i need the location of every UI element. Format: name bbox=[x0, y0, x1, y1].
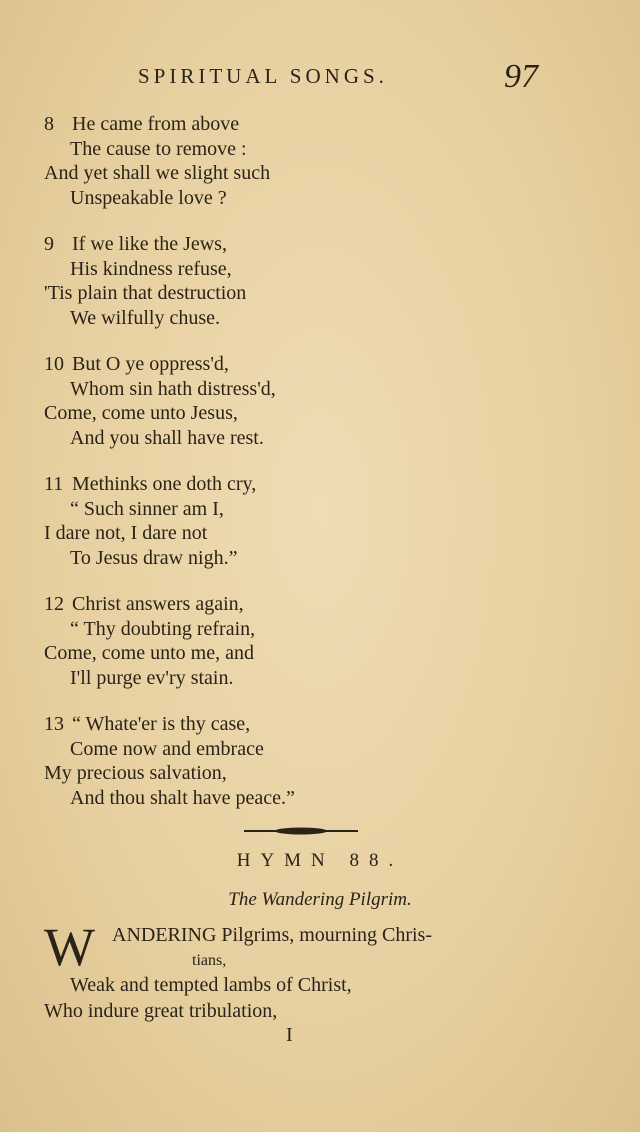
verse-line: We wilfully chuse. bbox=[70, 306, 221, 329]
verse-line: Whom sin hath distress'd, bbox=[70, 377, 276, 400]
stanza-8 bbox=[44, 112, 364, 210]
verse-line: “ Such sinner am I, bbox=[70, 497, 224, 520]
verse-line: He came from above bbox=[72, 113, 240, 135]
verse-line: I'll purge ev'ry stain. bbox=[70, 666, 234, 689]
stanza-number: 13 bbox=[44, 713, 64, 735]
verse-line: “ Whate'er is thy case, bbox=[72, 713, 251, 735]
verse-line: Come now and embrace bbox=[70, 737, 264, 760]
verse-line: But O ye oppress'd, bbox=[72, 353, 229, 375]
verse-line: The cause to remove : bbox=[70, 137, 247, 160]
verse-line: To Jesus draw nigh.” bbox=[70, 546, 238, 569]
signature-mark: I bbox=[286, 1024, 293, 1046]
verse-line: And thou shalt have peace.” bbox=[70, 786, 295, 809]
stanza-13 bbox=[44, 712, 364, 810]
verse-line: Christ answers again, bbox=[72, 593, 244, 615]
stanza-11 bbox=[44, 472, 364, 570]
stanza-number: 10 bbox=[44, 353, 64, 375]
verse-line-continuation: tians, bbox=[192, 952, 227, 969]
verse-line: Weak and tempted lambs of Christ, bbox=[70, 974, 352, 996]
verse-line: If we like the Jews, bbox=[72, 233, 227, 255]
verse-line: ANDERING Pilgrims, mourning Chris- bbox=[112, 924, 432, 946]
verse-line: My precious salvation, bbox=[44, 762, 227, 784]
stanza-12 bbox=[44, 592, 364, 690]
page-number: 97 bbox=[504, 58, 538, 95]
hymn-stanzas bbox=[44, 112, 364, 832]
stanza-number: 12 bbox=[44, 593, 64, 615]
verse-line: I dare not, I dare not bbox=[44, 522, 208, 544]
verse-line: 'Tis plain that destruction bbox=[44, 282, 247, 304]
verse-line: And you shall have rest. bbox=[70, 426, 264, 449]
stanza-number: 11 bbox=[44, 473, 64, 495]
verse-line: Who indure great tribulation, bbox=[44, 1000, 278, 1022]
verse-line: Come, come unto me, and bbox=[44, 642, 254, 664]
running-head: SPIRITUAL SONGS. bbox=[138, 64, 388, 88]
ornamental-rule bbox=[244, 826, 358, 836]
verse-line: Methinks one doth cry, bbox=[72, 473, 257, 495]
hymn-heading: HYMN 88. bbox=[236, 850, 404, 871]
verse-line: Come, come unto Jesus, bbox=[44, 402, 238, 424]
verse-line: And yet shall we slight such bbox=[44, 162, 271, 184]
stanza-10 bbox=[44, 352, 364, 450]
verse-line: “ Thy doubting refrain, bbox=[70, 617, 256, 640]
page-header bbox=[138, 58, 558, 98]
hymn-subtitle: The Wandering Pilgrim. bbox=[228, 889, 412, 910]
stanza-number: 8 bbox=[44, 113, 54, 135]
verse-line: Unspeakable love ? bbox=[70, 186, 227, 209]
verse-line: His kindness refuse, bbox=[70, 257, 232, 280]
drop-cap: W bbox=[44, 917, 95, 977]
stanza-9 bbox=[44, 232, 364, 330]
stanza-number: 9 bbox=[44, 233, 54, 255]
